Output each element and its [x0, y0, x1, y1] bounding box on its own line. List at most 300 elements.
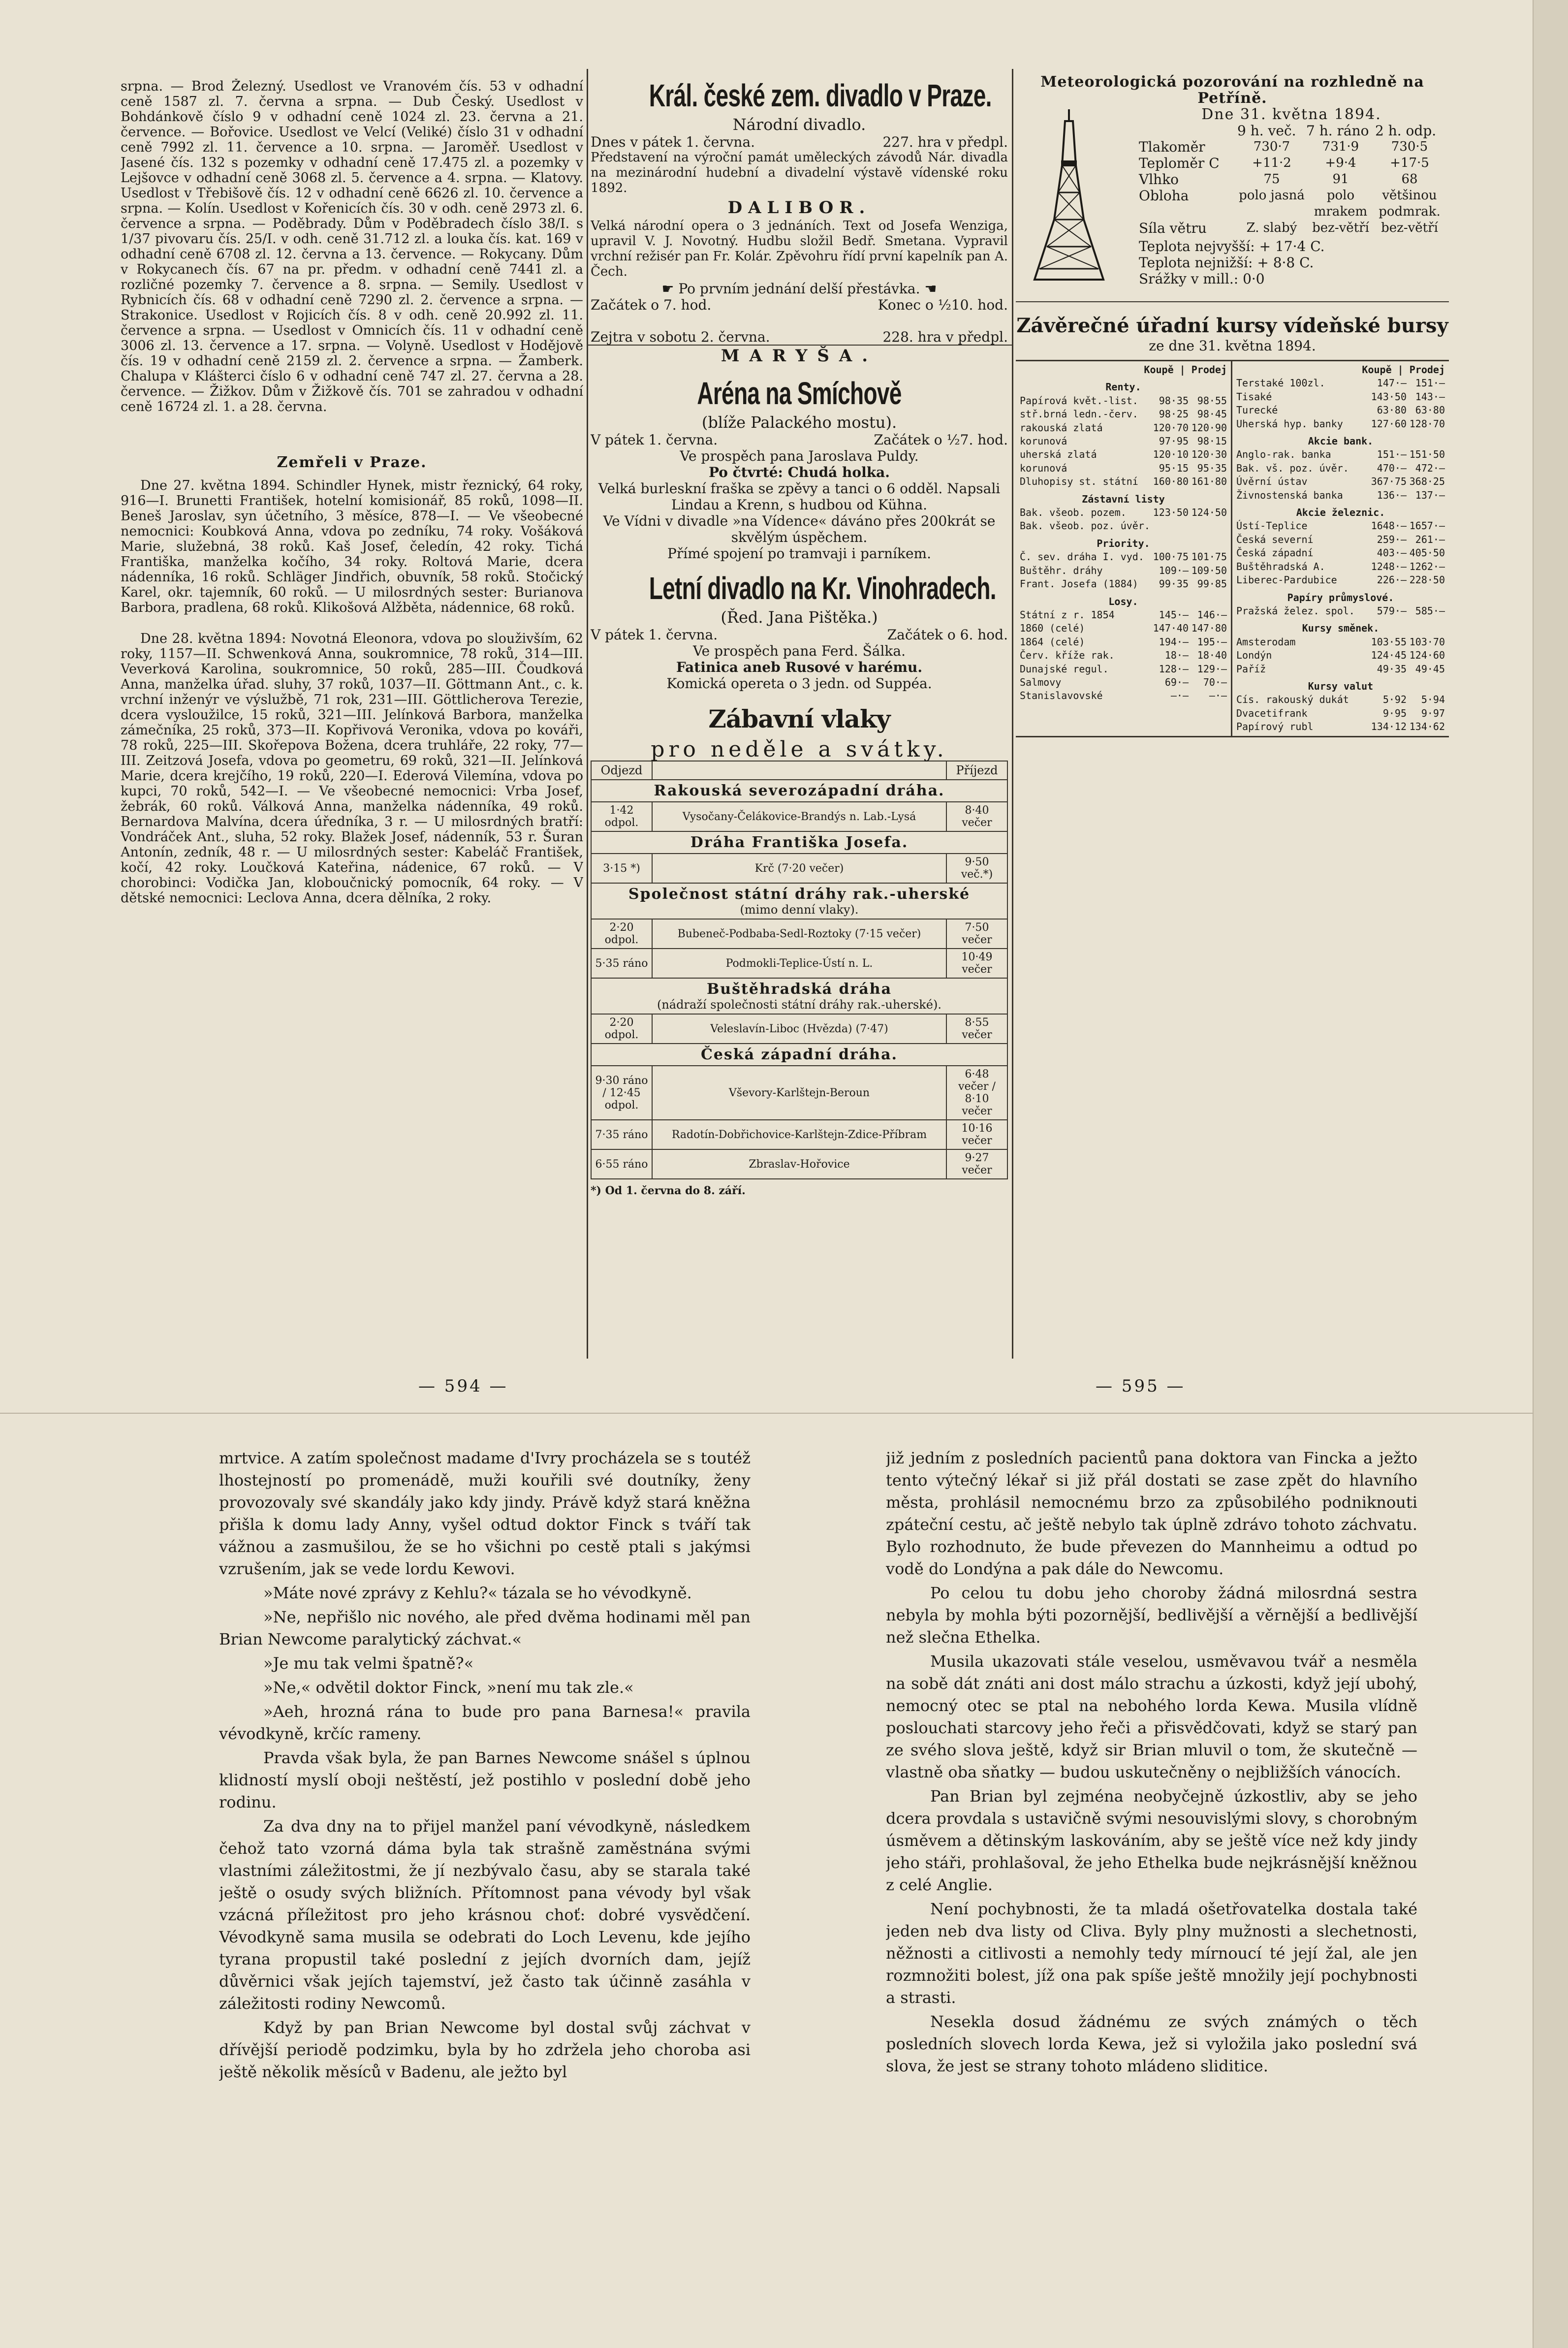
- bourse-values: [1368, 448, 1445, 461]
- column-weather-bourse: [1016, 74, 1449, 1354]
- departure-time: 7·35 ráno: [591, 1120, 652, 1149]
- bourse-sell: 18·40: [1197, 649, 1227, 662]
- bourse-row: [1236, 404, 1445, 417]
- bourse-security: Dvacetifrank: [1236, 707, 1308, 719]
- trains-subtitle: pro neděle a svátky.: [651, 737, 948, 762]
- bourse-values: [1150, 676, 1227, 689]
- bourse-values: [1368, 693, 1445, 706]
- story-paragraph: již jedním z posledních pacientů pana doktora van Fincka a ježto tento výtečný lékař si již přál dostati se zase zpět do hlavního města, prohlásil nemocnému brzo za způsobilého podniknouti zpáteční cestu, ač ještě nebylo tak úplně zdrávo tohoto záchvatu. Bylo rozhodnuto, že bude převezen do Mannheimu a odtud po vodě do Londýna a pak dále do Newcomu.: [886, 1449, 1417, 1578]
- weather-min: Teplota nejnižší: + 8·8 C.: [1139, 254, 1314, 271]
- bourse-sell: 128·70: [1409, 417, 1445, 430]
- bourse-row: [1236, 546, 1445, 560]
- bourse-row: [1020, 475, 1227, 488]
- train-route: Krč (7·20 večer): [652, 854, 946, 883]
- bourse-security: Úvěrní ústav: [1236, 476, 1308, 488]
- railway-section: [591, 831, 1007, 854]
- bourse-row: [1236, 663, 1445, 676]
- train-row: [591, 1014, 1007, 1044]
- summer-description: Komická opereta o 3 jedn. od Suppéa.: [666, 675, 932, 692]
- arena-note: Ve Vídni v divadle »na Vídence« dáváno přes 200krát se skvělým úspěchem.: [603, 513, 996, 545]
- bourse-buy: 259·—: [1377, 533, 1407, 545]
- bourse-security: Amsterodam: [1236, 635, 1296, 648]
- weather-row: [1139, 220, 1444, 236]
- story-paragraph: Není pochybnosti, že ta mladá ošetřovatelka dostala také jeden neb dva listy od Cliva. Byly plny mužnosti a slechetnosti, něžnosti a citlivosti a nemohly tedy mírnoucí té její žal, ale jen rozmnožiti bolest, jíž ona pak spíše ještě množily její pochybnosti a strasti.: [886, 1900, 1417, 2007]
- story-paragraph: Musila ukazovati stále veselou, usměvavou tvář a nesměla na sobě dát znáti ani dost málo strachu a úzkosti, když její ubohý, nemocný otec se ptal na nebohého lorda Kewa. Musila vlídně poslouchati starcovy jeho řeči a přisvědčovati, když se starý pan ze svého slova ještě, když sir Brian mluvil o tom, že skutečně — vlastně oba sňatky — budou uskutečněny o nejbližších vánocích.: [886, 1652, 1417, 1781]
- page-fold: [0, 1413, 1534, 1414]
- bourse-header-cols: Koupě | Prodej: [1144, 364, 1227, 376]
- bourse-sell: 98·55: [1197, 394, 1227, 407]
- weather-label: Vlhko: [1139, 171, 1179, 188]
- weather-value: 75: [1263, 172, 1280, 187]
- train-row: [591, 1120, 1007, 1149]
- bourse-security: Živnostenská banka: [1236, 489, 1343, 501]
- bourse-buy: 99·35: [1159, 578, 1189, 590]
- bourse-right: [1232, 361, 1449, 736]
- performance-description: Představení na výroční památ uměleckých závodů Nár. divadla na mezinárodní hudební a divadelní výstavě vídenské roku 1892.: [591, 150, 1008, 195]
- bourse-buy: 120·10: [1153, 448, 1189, 461]
- arrival-time: 8·40 večer: [946, 802, 1007, 831]
- bourse-row: [1236, 462, 1445, 475]
- bourse-row: [1020, 506, 1227, 519]
- bourse-sell: 124·50: [1191, 507, 1227, 519]
- train-route: Vševory-Karlštejn-Beroun: [652, 1066, 946, 1120]
- performance-title: DALIBOR.: [727, 198, 871, 218]
- bourse-buy: 103·55: [1371, 635, 1407, 648]
- weather-date: Dne 31. května 1894.: [1201, 106, 1381, 123]
- column-divider: [587, 69, 588, 1359]
- bourse-row: [1236, 475, 1445, 488]
- petrin-tower-icon: [1020, 106, 1118, 284]
- bourse-sell: 151·—: [1415, 377, 1445, 389]
- bourse-sell: 98·15: [1197, 435, 1227, 447]
- bourse-values: [1368, 546, 1445, 560]
- column-theatre: [591, 74, 1008, 1354]
- weather-label: Obloha: [1139, 188, 1189, 204]
- bourse-security: Bak. vš. poz. úvěr.: [1236, 462, 1349, 474]
- weather-value: 68: [1401, 172, 1418, 187]
- bourse-values: [1368, 720, 1445, 733]
- bourse-buy: 194·—: [1159, 635, 1189, 648]
- weather-value: Z. slabý: [1246, 221, 1297, 235]
- railway-name-text: Rakouská severozápadní dráha.: [654, 782, 945, 799]
- bourse-values: [1150, 649, 1227, 662]
- departure-time: 1·42 odpol.: [591, 802, 652, 831]
- bourse-buy: 49·35: [1377, 663, 1407, 675]
- bourse-values: [1368, 649, 1445, 662]
- arena-line: [591, 432, 1008, 448]
- departure-time: 2·20 odpol.: [591, 919, 652, 949]
- column-divider: [1012, 69, 1013, 1359]
- story-paragraph: Po celou tu dobu jeho choroby žádná milosrdná sestra nebyla by mohla býti pozornější, bedlivější a věrnější a bedlivější než slečna Ethelka.: [886, 1584, 1417, 1647]
- page-number-right: — 595 —: [1096, 1376, 1186, 1396]
- train-route: Vysočany-Čelákovice-Brandýs n. Lab.-Lysá: [652, 802, 946, 831]
- bourse-security: Bak. všeob. pozem.: [1020, 507, 1127, 519]
- arrival-time: 8·55 večer: [946, 1014, 1007, 1044]
- story-paragraph: Nesekla dosud žádnému ze svých známých o těch posledních slovech lorda Kewa, jež si vyložila jako poslední svá slova, že jest se strany tohoto mládeno sliditice.: [886, 2012, 1417, 2075]
- story-paragraph: Pravda však byla, že pan Barnes Newcome snášel s úplnou klidností myslí oboji neštěstí, jež postihlo v poslední době jeho rodinu.: [219, 1748, 751, 1811]
- bourse-row: [1020, 462, 1227, 475]
- bourse-col-sell: Prodej: [1409, 364, 1445, 376]
- weather-value: 731·9: [1322, 139, 1359, 154]
- bourse-sell: 63·80: [1415, 404, 1445, 416]
- train-table: [591, 761, 1008, 1179]
- arena-benefit: Ve prospěch pana Jaroslava Puldy.: [680, 448, 919, 464]
- deaths-heading: Zemřeli v Praze.: [277, 454, 427, 471]
- bourse-row: [1020, 550, 1227, 564]
- page-edge: [1533, 0, 1568, 2348]
- bourse-values: [1150, 506, 1227, 519]
- bourse-buy: 109·—: [1159, 564, 1189, 576]
- bourse-values: [1150, 689, 1227, 702]
- weather-label: Síla větru: [1139, 220, 1207, 236]
- bourse-buy: 160·80: [1153, 476, 1189, 488]
- bourse-row: [1236, 635, 1445, 649]
- railway-section: [591, 978, 1007, 1014]
- bourse-security: Česká severní: [1236, 533, 1314, 545]
- bourse-row: [1236, 519, 1445, 533]
- bourse-buy: 147·—: [1377, 377, 1407, 389]
- bourse-buy: 145·—: [1159, 608, 1189, 621]
- bourse-title: Závěrečné úřadní kursy vídeňské bursy: [1016, 314, 1448, 337]
- bourse-values: [1150, 475, 1227, 488]
- bourse-sell: 129·—: [1197, 663, 1227, 675]
- railway-section: [591, 780, 1007, 802]
- bourse-sell: 151·50: [1409, 448, 1445, 461]
- bourse-buy: 1248·—: [1371, 560, 1407, 572]
- bourse-security: Česká západní: [1236, 547, 1314, 559]
- performance-line: [591, 329, 1008, 345]
- bourse-left: [1016, 361, 1232, 736]
- story-right: [886, 1447, 1417, 2323]
- bourse-buy: 579·—: [1377, 604, 1407, 617]
- bourse-security: Pražská želez. spol.: [1236, 604, 1355, 617]
- bourse-sell: 120·30: [1191, 448, 1227, 461]
- bourse-buy: 470·—: [1377, 462, 1407, 474]
- bourse-buy: 403·—: [1377, 547, 1407, 559]
- bourse-sell: 195·—: [1197, 635, 1227, 648]
- performance-line: [591, 134, 1008, 150]
- bourse-security: uherská zlatá: [1020, 448, 1097, 461]
- bourse-values: [1150, 394, 1227, 408]
- bourse-sell: 147·80: [1191, 622, 1227, 635]
- bourse-row: [1236, 560, 1445, 573]
- bourse-security: Papírová květ.-list.: [1020, 394, 1138, 407]
- bourse-sell: 49·45: [1415, 663, 1445, 675]
- arena-description: Velká burleskní fraška se zpěvy a tanci o 6 odděl. Napsali Lindau a Krenn, s hudbou od Kühna.: [598, 480, 1001, 513]
- bourse-values: [1150, 462, 1227, 475]
- railway-name: [591, 978, 1007, 1014]
- bourse-buy: 127·60: [1371, 417, 1407, 430]
- performance-date: Zejtra v sobotu 2. června.: [591, 329, 770, 345]
- bourse-col-buy: Koupě: [1144, 364, 1174, 376]
- train-row: [591, 949, 1007, 978]
- auction-notices: srpna. — Brod Železný. Usedlost ve Vranovém čís. 53 v odhadní ceně 1587 zl. 7. června a srpna. — Dub Český. Usedlost v Bohdánkově číslo 9 v odhadní ceně 1024 zl. 23. června a 21. července. — Bořovice. Usedlost ve Velcí (Veliké) číslo 31 v odhadní ceně 7992 zl. 11. července a 10. srpna. — Jaroměř. Usedlost v Jasené čís. 132 s pozemky v odhadní ceně 17.475 zl. a pozemky v Lejšovce v odhadní ceně 3068 zl. 5. července a 4. srpna. — Klatovy. Usedlost v Třebišově čís. 12 v odhadní ceně 6626 zl. 10. července a srpna. — Kolín. Usedlost v Kořenicích čís. 30 v odh. ceně 2973 zl. 6. července a srpna. — Poděbrady. Dům v Poděbradech číslo 38/I. s 1/37 pivovaru čís. 25/I. v odh. ceně 31.712 zl. a louka čís. kat. 169 v odhadní ceně 6708 zl. 12. června a 13. července. — Rokycany. Dům v Rokycanech čís. 67 na pr. předm. v odhadní ceně 7441 zl. a rozličné pozemky 7. července a 8. srpna. — Semily. Usedlost v Rybnicích čís. 68 v odhadní ceně 7290 zl. 2. července a srpna. — Strakonice. Usedlost v Rojicích čís. 8 v odh. ceně 20.992 zl. 11. července a srpna. — Usedlost v Omnicích čís. 11 v odhadní ceně 3006 zl. 13. července a 17. srpna. — Volyně. Usedlost v Hodějově čís. 19 v odhadní ceně 2159 zl. 2. července a srpna. — Žamberk. Chalupa v Klášterci číslo 6 v odhadní ceně 747 zl. 27. června a 28. července. — Žižkov. Dům v Žižkově čís. 701 se zahradou v odhadní ceně 16724 zl. 1. a 28. června.: [121, 79, 583, 414]
- bourse-buy: —·—: [1170, 690, 1189, 702]
- bourse-sell: 70·—: [1203, 676, 1227, 688]
- story-paragraph: »Ne,« odvětil doktor Finck, »není mu tak zle.«: [263, 1678, 634, 1697]
- bourse-values: [1368, 404, 1445, 417]
- bourse-values: [1368, 533, 1445, 546]
- bourse-sell: 137·—: [1415, 489, 1445, 501]
- bourse-table: [1016, 360, 1449, 737]
- bourse-security: Papírový rubl: [1236, 721, 1314, 733]
- summer-benefit: Ve prospěch pana Ferd. Šálka.: [693, 643, 906, 659]
- theatre-title: Král. české zem. divadlo v Praze.: [649, 78, 992, 113]
- weather-value: +11·2: [1252, 156, 1291, 170]
- bourse-sell: 99·85: [1197, 578, 1227, 590]
- bourse-sell: 98·45: [1197, 408, 1227, 420]
- bourse-buy: 69·—: [1164, 676, 1189, 688]
- bourse-values: [1368, 560, 1445, 573]
- bourse-sell: 1657·—: [1409, 520, 1445, 532]
- weather-label: Tlakoměr: [1139, 139, 1205, 155]
- bourse-values: [1150, 564, 1227, 577]
- bourse-buy: 5·92: [1382, 694, 1407, 706]
- bourse-values: [1368, 707, 1445, 720]
- summer-theatre-title: Letní divadlo na Kr. Vinohradech.: [649, 571, 996, 606]
- bourse-col-sell: Prodej: [1191, 364, 1227, 376]
- story-paragraph: Když by pan Brian Newcome byl dostal svůj záchvat v dřívější periodě podzimku, byla by ho zdržela jeho choroba asi ještě několik měsíců v Badenu, ale ježto byl: [219, 2018, 751, 2081]
- railway-note: (nádraží společnosti státní dráhy rak.-uherské).: [657, 998, 941, 1012]
- train-route: Radotín-Dobřichovice-Karlštejn-Zdice-Příbram: [652, 1120, 946, 1149]
- bourse-buy: 100·75: [1153, 551, 1189, 563]
- arena-subtitle: (blíže Palackého mostu).: [701, 413, 897, 432]
- bourse-header-row: [1020, 363, 1227, 377]
- bourse-security: Liberec-Pardubice: [1236, 574, 1337, 586]
- bourse-buy: 128·—: [1159, 663, 1189, 675]
- bourse-security: Bak. všeob. poz. úvěr.: [1020, 520, 1150, 532]
- bourse-buy: 134·12: [1371, 721, 1407, 733]
- bourse-values: [1150, 435, 1227, 448]
- bourse-row: [1236, 604, 1445, 618]
- bourse-row: [1020, 394, 1227, 408]
- hour-header: 7 h. ráno: [1306, 123, 1369, 139]
- departure-time: 5·35 ráno: [591, 949, 652, 978]
- bourse-row: [1020, 421, 1227, 435]
- pause-note: ☛ Po prvním jednání delší přestávka. ☚: [661, 281, 937, 297]
- bourse-sell: 95·35: [1197, 462, 1227, 474]
- bourse-buy: 226·—: [1377, 574, 1407, 586]
- arrival-time: 7·50 večer: [946, 919, 1007, 949]
- bourse-security: 1860 (celé): [1020, 622, 1085, 635]
- arrival-time: 9·27 večer: [946, 1149, 1007, 1179]
- weather-value: většinou podmrak.: [1379, 188, 1441, 219]
- weather-table: [1139, 106, 1444, 287]
- railway-name-text: Společnost státní dráhy rak.-uherské: [628, 886, 971, 903]
- theatre-subtitle: Národní divadlo.: [732, 115, 866, 134]
- bourse-section-heading: Renty.: [1105, 381, 1141, 393]
- bourse-col-buy: Koupě: [1362, 364, 1392, 376]
- bourse-security: Frant. Josefa (1884): [1020, 578, 1138, 590]
- bourse-sell: 161·80: [1191, 476, 1227, 488]
- bourse-header-cols: Koupě | Prodej: [1362, 364, 1445, 376]
- bourse-values: [1368, 635, 1445, 649]
- bourse-security: Buštěhradská A.: [1236, 560, 1325, 572]
- bourse-values: [1150, 577, 1227, 591]
- railway-name: [591, 1044, 1007, 1066]
- weather-value: polo mrakem: [1314, 188, 1368, 219]
- bourse-values: [1368, 489, 1445, 502]
- bourse-values: [1368, 390, 1445, 404]
- bourse-row: [1236, 649, 1445, 662]
- bourse-row: [1236, 533, 1445, 546]
- bourse-buy: 136·—: [1377, 489, 1407, 501]
- weather-value: 730·5: [1391, 139, 1428, 154]
- bourse-row: [1020, 577, 1227, 591]
- bourse-row: [1236, 707, 1445, 720]
- rail-footnote: *) Od 1. června do 8. září.: [591, 1184, 746, 1197]
- bourse-sell: 146·—: [1197, 608, 1227, 621]
- bourse-buy: 9·95: [1382, 707, 1407, 719]
- bourse-row: [1236, 417, 1445, 431]
- bourse-sell: 5·94: [1421, 694, 1445, 706]
- bourse-sell: 134·62: [1409, 721, 1445, 733]
- arrival-time: 10·49 večer: [946, 949, 1007, 978]
- bourse-section-heading: Kursy valut: [1308, 680, 1374, 692]
- summer-theatre-subtitle: (Řed. Jana Pištěka.): [721, 608, 878, 627]
- bourse-values: [1368, 417, 1445, 431]
- weather-row: [1139, 171, 1444, 188]
- bourse-security: Ústí-Teplice: [1236, 520, 1308, 532]
- bourse-values: [1150, 550, 1227, 564]
- bourse-sell: 228·50: [1409, 574, 1445, 586]
- deaths-paragraph: Dne 27. května 1894. Schindler Hynek, mistr řeznický, 64 roky, 916—I. Brunetti František, hotelní komisionář, 85 roků, 1098—II. Beneš Jaroslav, syn účetního, 3 měsíce, 878—I. — Ve všeobecné nemocnici: Koubková Anna, vdova po zedníku, 74 roky. Vošáková Marie, služebná, 38 roků. Kaš Josef, čeledín, 42 roky. Tichá Františka, manželka kočího, 34 roky. Roltová Marie, dcera nádenníka, 16 roků. Schläger Jindřich, obuvník, 58 roků. Stočický Karel, okr. tajemník, 60 roků. — U milosrdných sester: Burianova Barbora, pradlena, 68 roků. Klikošová Alžběta, nádennice, 68 roků.: [121, 478, 583, 615]
- railway-name: [591, 780, 1007, 802]
- arrival-time: 10·16 večer: [946, 1120, 1007, 1149]
- weather-row: [1139, 155, 1444, 171]
- bourse-section-heading: Akcie bank.: [1308, 435, 1374, 447]
- performance-title: MARYŠA.: [721, 346, 878, 366]
- column-header: Příjezd: [946, 761, 1007, 780]
- bourse-buy: 147·40: [1153, 622, 1189, 635]
- bourse-row: [1020, 649, 1227, 662]
- departure-time: 2·20 odpol.: [591, 1014, 652, 1044]
- story-left: [219, 1447, 751, 2323]
- bourse-values: [1150, 519, 1227, 533]
- bourse-row: [1236, 489, 1445, 502]
- bourse-buy: 367·75: [1371, 476, 1407, 488]
- bourse-values: [1368, 663, 1445, 676]
- bourse-security: Dunajské regul.: [1020, 663, 1109, 675]
- bourse-row: [1020, 408, 1227, 421]
- train-route: Bubeneč-Podbaba-Sedl-Roztoky (7·15 večer): [652, 919, 946, 949]
- bourse-row: [1020, 519, 1227, 533]
- bourse-values: [1150, 448, 1227, 461]
- railway-note: (mimo denní vlaky).: [740, 903, 859, 917]
- page-number-left: — 594 —: [418, 1376, 508, 1396]
- arrival-time: 6·48 večer / 8·10 večer: [946, 1066, 1007, 1120]
- story-paragraph: »Máte nové zprávy z Kehlu?« tázala se ho vévodkyně.: [263, 1584, 692, 1602]
- bourse-values: [1368, 462, 1445, 475]
- section-divider: [1016, 301, 1449, 302]
- bourse-sell: 1262·—: [1409, 560, 1445, 572]
- train-route: Zbraslav-Hořovice: [652, 1149, 946, 1179]
- bourse-buy: 18·—: [1164, 649, 1189, 662]
- bourse-row: [1236, 448, 1445, 461]
- bourse-row: [1020, 676, 1227, 689]
- train-row: [591, 802, 1007, 831]
- weather-max: Teplota nejvyšší: + 17·4 C.: [1139, 238, 1325, 254]
- weather-value: polo jasná: [1239, 188, 1305, 203]
- bourse-sell: 472·—: [1415, 462, 1445, 474]
- bourse-row: [1236, 693, 1445, 706]
- bourse-values: [1150, 622, 1227, 635]
- weather-hours-row: [1139, 123, 1444, 139]
- train-row: [591, 1149, 1007, 1179]
- bourse-values: [1150, 408, 1227, 421]
- bourse-sell: 368·25: [1409, 476, 1445, 488]
- bourse-buy: 151·—: [1377, 448, 1407, 461]
- bourse-security: Červ. kříže rak.: [1020, 649, 1115, 662]
- bourse-security: 1864 (celé): [1020, 635, 1085, 648]
- bourse-row: [1020, 448, 1227, 461]
- bourse-sell: 585·—: [1415, 604, 1445, 617]
- bourse-section-heading: Priority.: [1097, 537, 1150, 549]
- weather-value: +17·5: [1390, 156, 1429, 170]
- bourse-security: Tisaké: [1236, 390, 1272, 403]
- start-time: Začátek o 7. hod.: [591, 297, 712, 313]
- weather-value: 730·7: [1253, 139, 1290, 154]
- railway-name: [591, 831, 1007, 854]
- bourse-row: [1020, 663, 1227, 676]
- bourse-sell: —·—: [1209, 690, 1227, 702]
- bourse-section-heading: Zástavní listy: [1082, 493, 1165, 505]
- train-row: [591, 1066, 1007, 1120]
- railway-section: [591, 883, 1007, 919]
- summer-date: V pátek 1. června.: [591, 627, 718, 643]
- performance-number: 227. hra v předpl.: [882, 134, 1008, 150]
- arena-tram: Přímé spojení po tramvaji i parníkem.: [667, 545, 931, 562]
- hour-header: 2 h. odp.: [1375, 123, 1437, 139]
- bourse-section-heading: Losy.: [1108, 595, 1138, 607]
- arena-start: Začátek o ½7. hod.: [874, 432, 1008, 448]
- pointing-hand-icon: ☛: [661, 281, 679, 297]
- bourse-row: [1020, 435, 1227, 448]
- story-paragraph: »Aeh, hrozná rána to bude pro pana Barnesa!« pravila vévodkyně, krčíc rameny.: [219, 1702, 751, 1743]
- bourse-security: Uherská hyp. banky: [1236, 417, 1343, 430]
- bourse-buy: 120·70: [1153, 421, 1189, 434]
- bourse-security: Č. sev. dráha I. vyd.: [1020, 551, 1144, 563]
- bourse-header-row: [1236, 363, 1445, 377]
- arrival-time: 9·50 več.*): [946, 854, 1007, 883]
- weather-title: Meteorologická pozorování na rozhledně na Petříně.: [1040, 74, 1424, 107]
- summer-play: Fatinica aneb Rusové v harému.: [676, 659, 923, 675]
- bourse-security: stř.brná ledn.-červ.: [1020, 408, 1138, 420]
- bourse-security: Anglo-rak. banka: [1236, 448, 1331, 461]
- column-header: [652, 761, 946, 780]
- bourse-security: rakouská zlatá: [1020, 421, 1103, 434]
- train-route: Veleslavín-Liboc (Hvězda) (7·47): [652, 1014, 946, 1044]
- end-time: Konec o ½10. hod.: [878, 297, 1008, 313]
- hour-header: 9 h. več.: [1237, 123, 1296, 139]
- arena-play: Po čtvrté: Chudá holka.: [709, 464, 890, 480]
- bourse-sell: 103·70: [1409, 635, 1445, 648]
- deaths-paragraph: Dne 28. května 1894: Novotná Eleonora, vdova po slouživším, 62 roky, 1157—II. Schwenková Anna, soukromnice, 78 roků, 314—III. Veverková Karolina, soukromnice, 50 roků, 285—III. Čoudková Anna, manželka úřad. sluhy, 37 roků, 1037—II. Göttmann Ant., c. k. vrchní inženýr ve výslužbě, 71 rok, 231—III. Göttlicherova Terezie, dcera vysloužilce, 15 roků, 321—III. Jelínková Barbora, manželka zámečníka, 25 roků, 373—II. Kopřivová Veronika, vdova po kováři, 78 roků, 225—III. Skořepova Božena, dcera truhláře, 22 roky, 77—III. Zeitzová Josefa, vdova po geometru, 69 roků, 321—II. Jelínková Marie, dcera krejčího, 19 roků, 220—I. Ederová Vilemína, vdova po kupci, 70 roků, 542—I. — Ve všeobecné nemocnici: Vrba Josef, žebrák, 60 roků. Válková Anna, manželka nádenníka, 49 roků. Bernardova Malvína, dcera úředníka, 3 r. — U milosrdných bratří: Vondráček Ant., sluha, 52 roky. Blažek Josef, nádenník, 53 r. Šuran Antonín, zedník, 48 r. — U milosrdných sester: Kabeláč František, kočí, 42 roky. Loučková Kateřina, nádenice, 67 roků. — V chorobinci: Vodička Jan, kloboučnický pomocník, 64 roky. — V dětské nemocnici: Leclova Anna, dcera dělníka, 2 roky.: [121, 631, 583, 906]
- bourse-date: ze dne 31. května 1894.: [1149, 338, 1316, 354]
- bourse-sell: 109·50: [1191, 564, 1227, 576]
- railway-section: [591, 1044, 1007, 1066]
- bourse-section-heading: Kursy směnek.: [1302, 622, 1380, 635]
- performance-number: 228. hra v předpl.: [882, 329, 1008, 345]
- pointing-hand-icon: ☚: [920, 281, 937, 297]
- bourse-security: Terstaké 100zl.: [1236, 377, 1325, 389]
- bourse-row: [1236, 573, 1445, 587]
- bourse-buy: 1648·—: [1371, 520, 1407, 532]
- bourse-row: [1020, 635, 1227, 649]
- bourse-values: [1150, 421, 1227, 435]
- railway-name-text: Česká západní dráha.: [701, 1046, 898, 1063]
- train-row: [591, 919, 1007, 949]
